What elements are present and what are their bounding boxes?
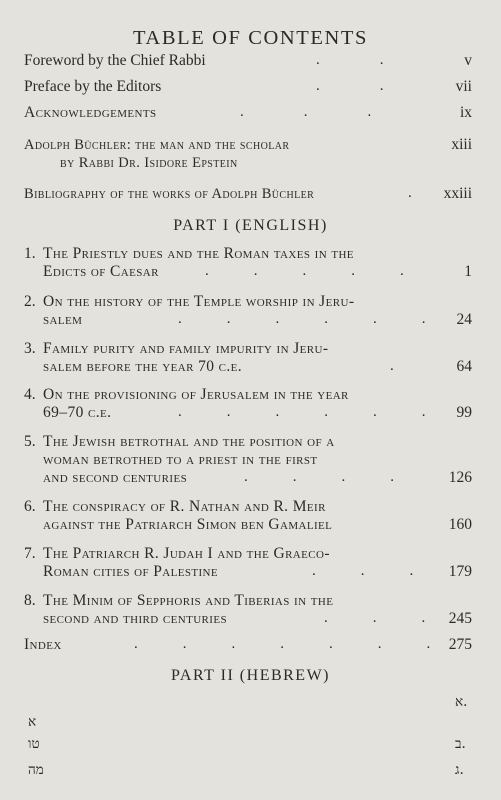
page-number: 179 [448, 563, 472, 580]
entry-subtitle: by Rabbi Dr. Isidore Epstein [60, 155, 238, 171]
entry-title-cont: salem [43, 311, 83, 328]
leader-dots: . . . [324, 610, 426, 626]
entry-number: 4. [24, 386, 36, 403]
entry-title: On the history of the Temple worship in Jeru- [43, 293, 355, 310]
entry-title-cont: Roman cities of Palestine [43, 563, 219, 580]
entry-number: 8. [24, 592, 36, 609]
page-number: ix [459, 104, 472, 121]
leader-dots: . . . . . . [178, 311, 426, 327]
entry-title: On the provisioning of Jerusalem in the year [43, 386, 349, 403]
page-number: 160 [448, 516, 472, 533]
entry-title-cont: Edicts of Caesar [43, 263, 159, 280]
page-number: 275 [448, 636, 472, 653]
part2-heading: PART II (HEBREW) [170, 667, 331, 684]
entry-number: 2. [24, 293, 36, 310]
entry-number: 5. [24, 433, 36, 450]
leader-dots: . . . [312, 563, 414, 579]
page-number: 99 [456, 404, 472, 421]
entry-number: 1. [24, 245, 36, 262]
page-number: 126 [448, 469, 472, 486]
entry-title-cont: against the Patriarch Simon ben Gamaliel [43, 516, 333, 533]
page-number: א [28, 714, 37, 730]
entry-number: 3. [24, 340, 36, 357]
entry-number: 7. [24, 545, 36, 562]
part1-heading: PART I (ENGLISH) [173, 217, 328, 234]
entry-title: The conspiracy of R. Nathan and R. Meir [43, 498, 326, 515]
page-number: xiii [451, 136, 472, 153]
entry-title-cont: and second centuries [43, 469, 188, 486]
entry-title: Preface by the Editors [24, 78, 162, 95]
entry-title: The Minim of Sepphoris and Tiberias in the [43, 592, 334, 609]
leader-dots: . . . . . . . [134, 636, 431, 652]
leader-dots: . . . . [244, 469, 394, 485]
page-number: 64 [456, 358, 472, 375]
leader-dots: . . [316, 52, 384, 68]
entry-title: Bibliography of the works of Adolph Büchler [24, 186, 315, 202]
page-number: 1 [464, 263, 472, 280]
page-number: מה [28, 762, 44, 778]
entry-letter: ג. [455, 762, 464, 778]
leader-dots: . . . [240, 104, 372, 120]
page-number: vii [455, 78, 472, 95]
entry-title: Acknowledgements [24, 104, 157, 121]
page-number: v [464, 52, 472, 69]
entry-letter: א. [455, 694, 468, 710]
entry-title: The Priestly dues and the Roman taxes in the [43, 245, 354, 262]
leader-dots: . [390, 358, 394, 374]
entry-title-cont: woman betrothed to a priest in the first [43, 451, 318, 468]
entry-title: Family purity and family impurity in Jeru- [43, 340, 329, 357]
entry-title-cont: 69–70 c.e. [43, 404, 112, 421]
entry-title-cont: second and third centuries [43, 610, 227, 627]
entry-number: 6. [24, 498, 36, 515]
entry-title: Foreword by the Chief Rabbi [24, 52, 206, 69]
entry-title: The Patriarch R. Judah I and the Graeco- [43, 545, 330, 562]
entry-title: The Jewish betrothal and the position of a [43, 433, 335, 450]
entry-letter: ב. [455, 736, 466, 752]
entry-title-cont: salem before the year 70 c.e. [43, 358, 243, 375]
leader-dots: . . . . . [205, 263, 404, 279]
page-number: 245 [448, 610, 472, 627]
entry-title: Adolph Büchler: the man and the scholar [24, 137, 290, 153]
page-number: טו [28, 736, 40, 752]
page-title: TABLE OF CONTENTS [132, 27, 369, 49]
leader-dots: . . . . . . [178, 404, 426, 420]
entry-title: Index [24, 636, 62, 653]
page-number: 24 [456, 311, 472, 328]
leader-dots: . [408, 185, 412, 201]
page-number: xxiii [443, 185, 472, 202]
leader-dots: . . [316, 78, 384, 94]
